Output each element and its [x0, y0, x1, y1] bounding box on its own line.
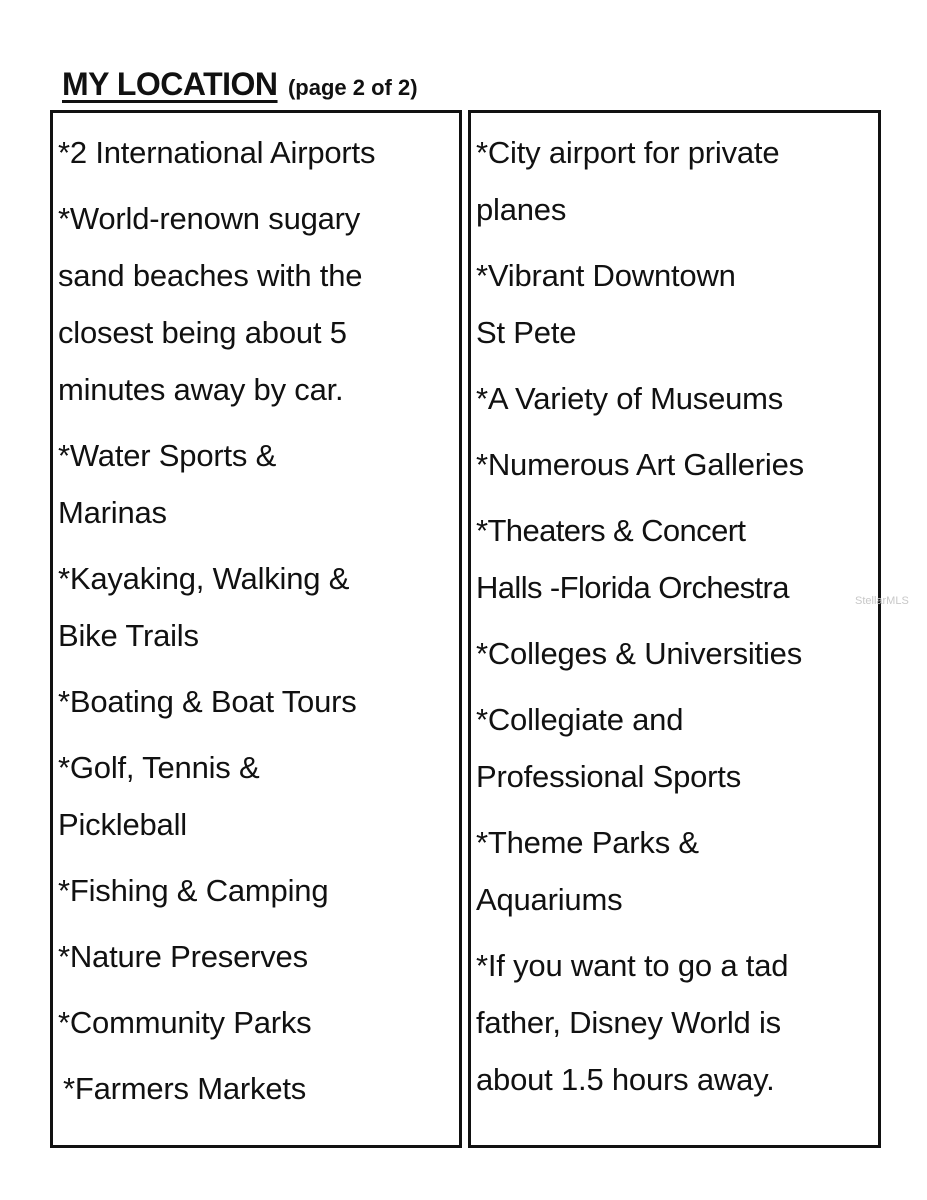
left-amenities-list [58, 124, 453, 1126]
list-item: *Golf, Tennis & Pickleball [58, 750, 260, 842]
list-item: *City airport for private planes [476, 135, 780, 227]
list-item: *Fishing & Camping [58, 873, 329, 908]
watermark-text: StellarMLS [855, 595, 909, 607]
list-item: *Water Sports & Marinas [58, 438, 277, 530]
list-item: *Boating & Boat Tours [58, 684, 357, 719]
list-item: *Numerous Art Galleries [476, 447, 804, 482]
list-item: *A Variety of Museums [476, 381, 784, 416]
list-item: *Vibrant Downtown St Pete [476, 258, 736, 350]
page-subtitle: (page 2 of 2) [287, 75, 418, 100]
page-title: MY LOCATION [62, 66, 278, 102]
right-amenities-list [476, 124, 876, 1117]
list-item: *Theaters & Concert Halls -Florida Orchestra [476, 513, 789, 605]
list-item: *Collegiate and Professional Sports [476, 702, 741, 794]
list-item: *Theme Parks & Aquariums [476, 825, 699, 917]
list-item: *Kayaking, Walking & Bike Trails [58, 561, 350, 653]
list-item: *World-renown sugary sand beaches with the closest being about 5 minutes away by car. [58, 201, 363, 407]
list-item: *Colleges & Universities [476, 636, 802, 671]
list-item: *Farmers Markets [63, 1071, 307, 1106]
list-item: *Community Parks [58, 1005, 312, 1040]
list-item: *Nature Preserves [58, 939, 308, 974]
page-header [62, 66, 418, 103]
list-item: *2 International Airports [58, 135, 376, 170]
list-item: *If you want to go a tad father, Disney World is about 1.5 hours away. [476, 948, 789, 1097]
